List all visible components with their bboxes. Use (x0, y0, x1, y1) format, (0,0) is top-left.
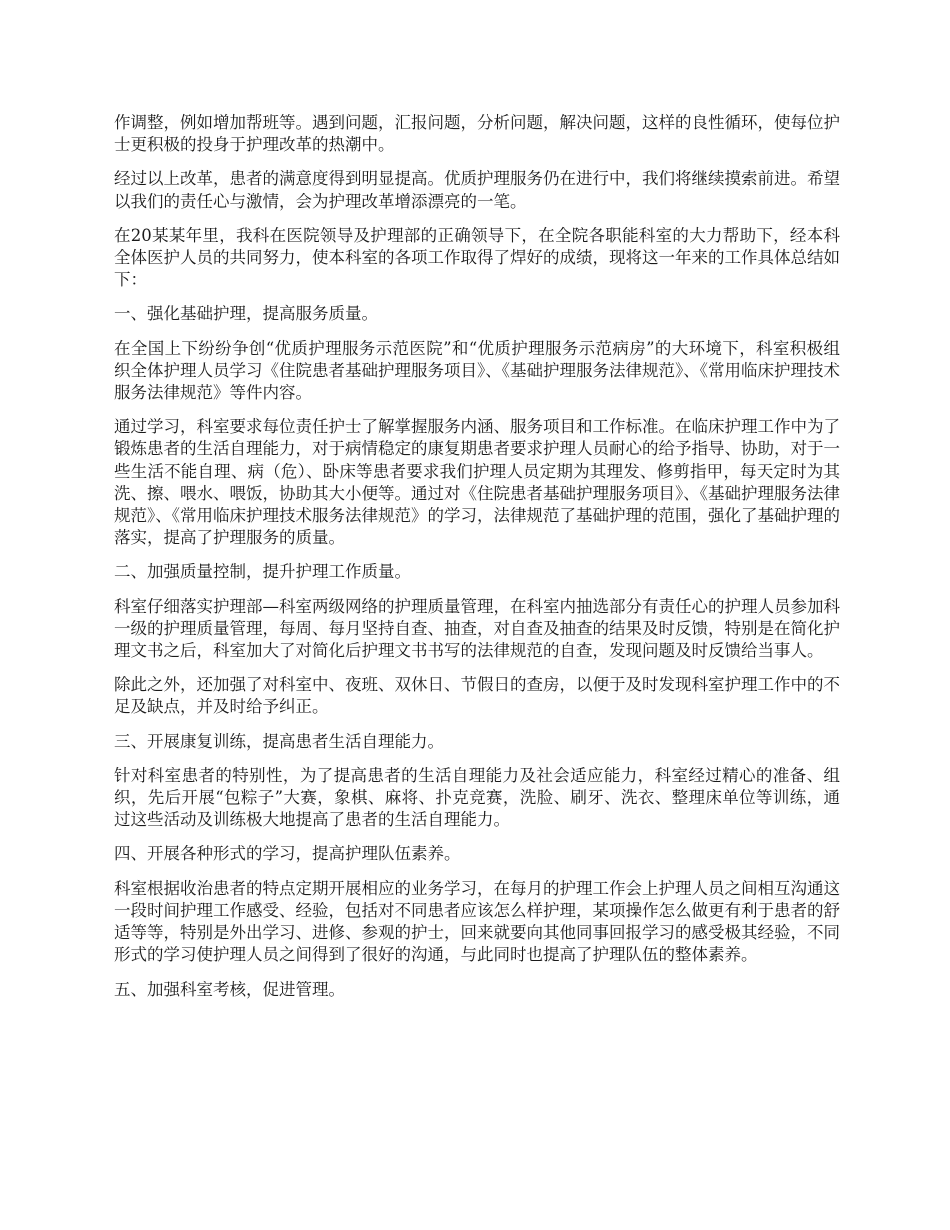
section-heading-3: 三、开展康复训练，提高患者生活自理能力。 (114, 731, 444, 751)
paragraph-intro-continuation: 作调整，例如增加帮班等。遇到问题，汇报问题，分析问题，解决问题，这样的良性循环，使每位护士更积极的投身于护理改革的热潮中。 (114, 113, 840, 155)
document-body (114, 112, 840, 1013)
paragraph-basic-care-study: 在全国上下纷纷争创“优质护理服务示范医院”和“优质护理服务示范病房”的大环境下，科室积极组织全体护理人员学习《住院患者基础护理服务项目》、《基础护理服务法律规范》、《常用临床护理技术服务法律规范》等件内容。 (114, 338, 840, 403)
paragraph-year-summary: 在20某某年里，我科在医院领导及护理部的正确领导下，在全院各职能科室的大力帮助下，经本科全体医护人员的共同努力，使本科室的各项工作取得了焊好的成绩，现将这一年来的工作具体总结如下： (114, 225, 840, 290)
section-heading-2: 二、加强质量控制，提升护理工作质量。 (114, 562, 411, 582)
paragraph-reform-results: 经过以上改革，患者的满意度得到明显提高。优质护理服务仍在进行中，我们将继续摸索前进。希望以我们的责任心与激情，会为护理改革增添漂亮的一笔。 (114, 169, 840, 211)
paragraph-basic-care-practice: 通过学习，科室要求每位责任护士了解掌握服务内涵、服务项目和工作标准。在临床护理工作中为了锻炼患者的生活自理能力，对于病情稳定的康复期患者要求护理人员耐心的给予指导、协助，对于一些生活不能自理、病（危）、卧床等患者要求我们护理人员定期为其理发、修剪指甲，每天定时为其洗、擦、喂水、喂饭，协助其大小便等。通过对《住院患者基础护理服务项目》、《基础护理服务法律规范》、《常用临床护理技术服务法律规范》的学习，法律规范了基础护理的范围，强化了基础护理的落实，提高了护理服务的质量。 (114, 417, 840, 548)
paragraph-rehab-training: 针对科室患者的特别性，为了提高患者的生活自理能力及社会适应能力，科室经过精心的准备、组织，先后开展“包粽子”大赛，象棋、麻将、扑克竞赛，洗脸、刷牙、洗衣、整理床单位等训练，通过这些活动及训练极大地提高了患者的生活自理能力。 (114, 765, 840, 830)
section-heading-5: 五、加强科室考核，促进管理。 (114, 979, 345, 999)
section-heading-1: 一、强化基础护理，提高服务质量。 (114, 304, 378, 324)
section-heading-4: 四、开展各种形式的学习，提高护理队伍素养。 (114, 844, 461, 864)
paragraph-quality-management: 科室仔细落实护理部—科室两级网络的护理质量管理，在科室内抽选部分有责任心的护理人员参加科一级的护理质量管理，每周、每月坚持自查、抽查，对自查及抽查的结果及时反馈，特别是在简化护理文书之后，科室加大了对简化后护理文书书写的法律规范的自查，发现问题及时反馈给当事人。 (114, 596, 840, 661)
paragraph-inspection: 除此之外，还加强了对科室中、夜班、双休日、节假日的查房，以便于及时发现科室护理工作中的不足及缺点，并及时给予纠正。 (114, 675, 840, 717)
paragraph-learning: 科室根据收治患者的特点定期开展相应的业务学习，在每月的护理工作会上护理人员之间相互沟通这一段时间护理工作感受、经验，包括对不同患者应该怎么样护理，某项操作怎么做更有利于患者的舒适等等，特别是外出学习、进修、参观的护士，回来就要向其他同事回报学习的感受极其经验，不同形式的学习使护理人员之间得到了很好的沟通，与此同时也提高了护理队伍的整体素养。 (114, 878, 840, 965)
